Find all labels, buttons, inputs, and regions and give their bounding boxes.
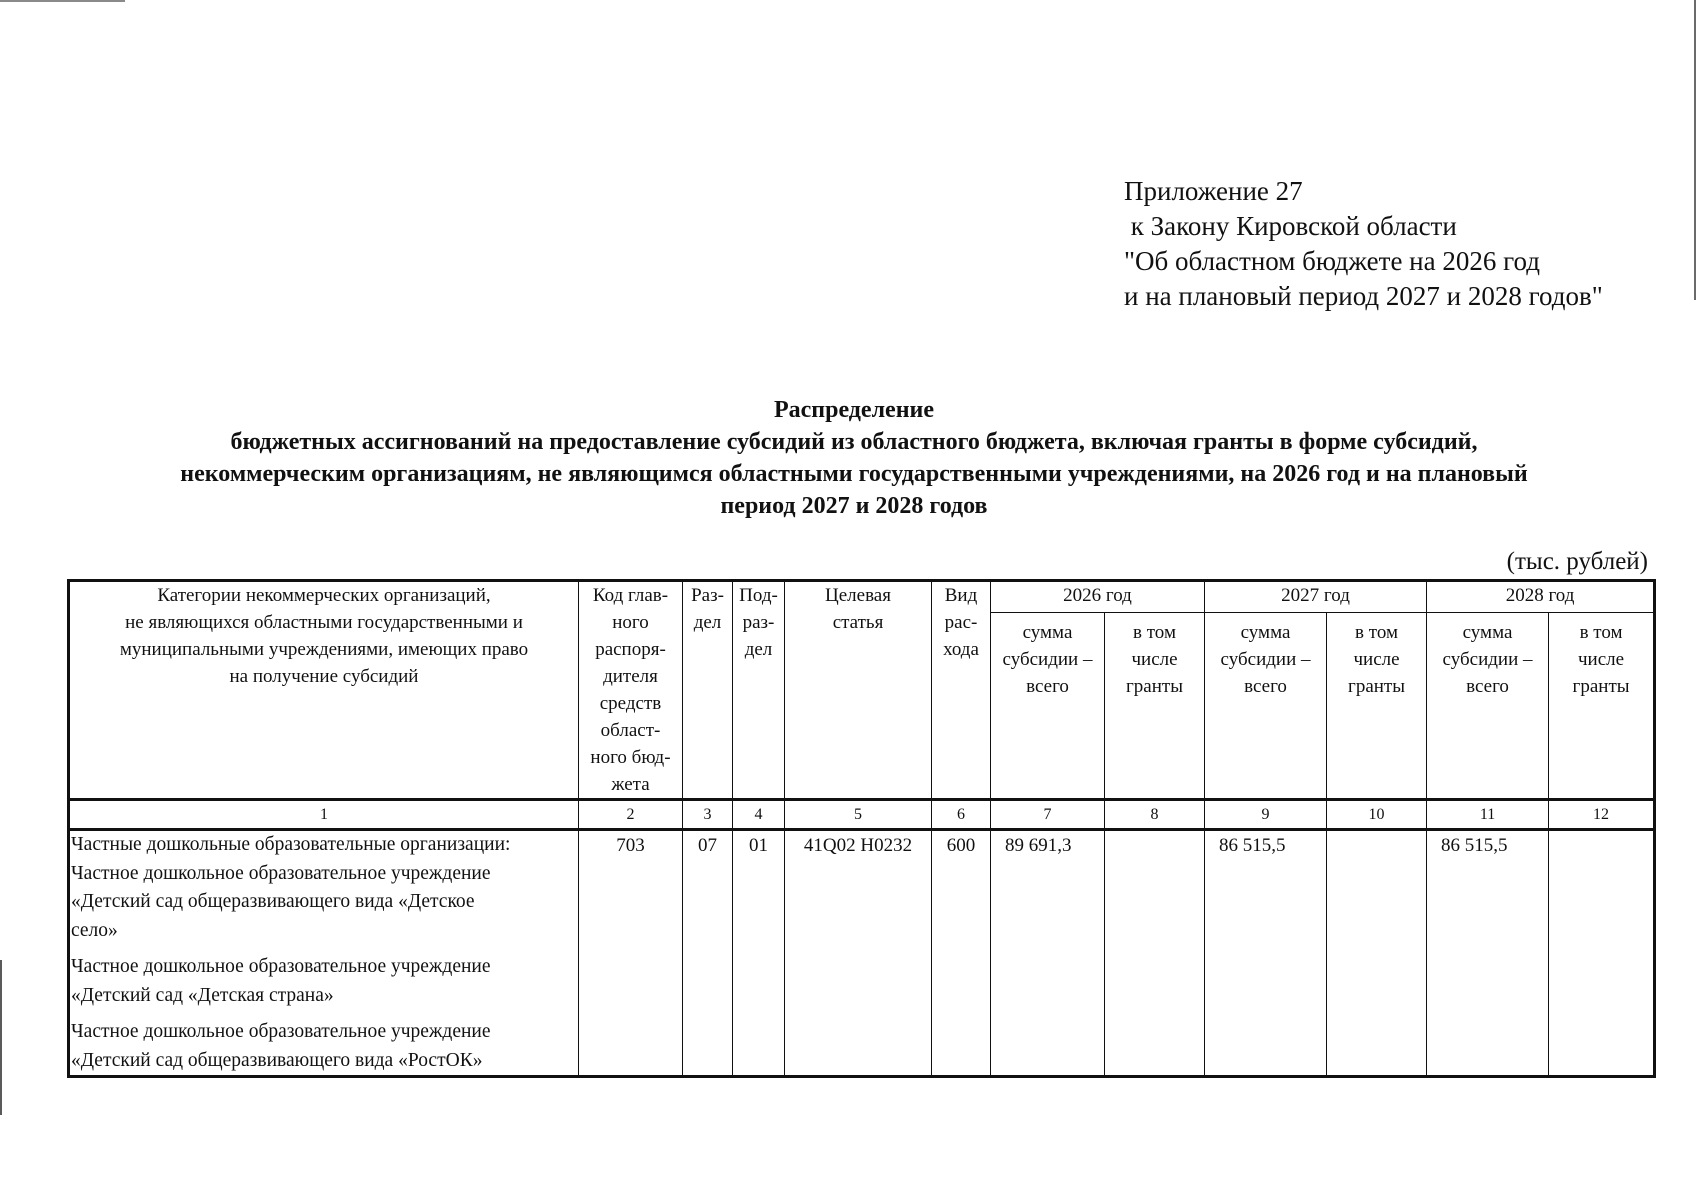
column-number-row <box>69 800 1655 830</box>
header-code-line: распоря- <box>595 639 666 660</box>
column-number: 2 <box>579 800 683 830</box>
appendix-law-title: "Об областном бюджете на 2026 год <box>1124 246 1540 276</box>
header-year-2026: 2026 год <box>991 581 1205 613</box>
appendix-header <box>1124 174 1603 314</box>
document-title <box>66 394 1642 522</box>
code-cell: 703 <box>579 830 683 1077</box>
header-year-2028: 2028 год <box>1427 581 1655 613</box>
column-number: 7 <box>991 800 1105 830</box>
header-category-line: не являющихся областными государственными и <box>125 612 523 633</box>
header-2026-sum <box>991 613 1105 800</box>
header-subsection-line: Под- <box>739 585 778 606</box>
header-expense-line: рас- <box>944 612 978 633</box>
header-subsection-line: раз- <box>742 612 775 633</box>
sum-2028-cell: 86 515,5 <box>1427 830 1549 1077</box>
scan-edge-top <box>0 0 125 2</box>
grants-2026-cell <box>1105 830 1205 1077</box>
header-code-line: средств <box>599 693 662 714</box>
category-group-label: Частные дошкольные образовательные организации: <box>71 834 511 855</box>
header-expense-type <box>932 581 991 800</box>
title-line-1: Распределение <box>773 397 935 423</box>
header-2027-sum <box>1205 613 1327 800</box>
header-row-1 <box>69 581 1655 613</box>
column-number: 4 <box>733 800 785 830</box>
header-grants-line: числе <box>1578 649 1625 671</box>
column-number: 12 <box>1549 800 1655 830</box>
header-code-line: Код глав- <box>592 585 669 606</box>
header-sum-line: всего <box>1026 676 1069 698</box>
column-number: 9 <box>1205 800 1327 830</box>
header-2027-grants <box>1327 613 1427 800</box>
header-code-line: ного <box>612 612 649 633</box>
column-number: 11 <box>1427 800 1549 830</box>
header-category-line: муниципальными учреждениями, имеющих право <box>119 639 529 660</box>
header-2028-sum <box>1427 613 1549 800</box>
organization-name-line: Частное дошкольное образовательное учреждение <box>71 956 491 977</box>
header-target-line: Целевая <box>825 585 891 606</box>
header-sum-line: сумма <box>1462 622 1513 644</box>
section-cell: 07 <box>683 830 733 1077</box>
header-grants-line: в том <box>1355 622 1398 644</box>
header-expense-line: Вид <box>944 585 978 606</box>
header-subsection <box>733 581 785 800</box>
header-grants-line: гранты <box>1348 676 1405 698</box>
header-2026-grants <box>1105 613 1205 800</box>
sum-2027-cell: 86 515,5 <box>1205 830 1327 1077</box>
organization-name-line: «Детский сад «Детская страна» <box>71 984 334 1006</box>
target-cell: 41Q02 Н0232 <box>785 830 932 1077</box>
header-category-line: на получение субсидий <box>229 666 419 687</box>
column-number: 1 <box>69 800 579 830</box>
header-sum-line: субсидии – <box>1002 649 1093 671</box>
header-code-line: ного бюд- <box>590 747 671 768</box>
column-number: 10 <box>1327 800 1427 830</box>
organization-name-line: Частное дошкольное образовательное учреждение <box>71 1021 491 1042</box>
header-grants-line: числе <box>1353 649 1400 671</box>
header-sum-line: субсидии – <box>1220 649 1311 671</box>
appendix-number: Приложение 27 <box>1124 176 1303 206</box>
header-code-line: област- <box>600 720 661 741</box>
subsection-cell: 01 <box>733 830 785 1077</box>
organization-name-line: Частное дошкольное образовательное учреждение <box>71 862 491 884</box>
grants-2028-cell <box>1549 830 1655 1077</box>
column-number: 3 <box>683 800 733 830</box>
units-note: (тыс. рублей) <box>1506 548 1648 575</box>
appendix-law: к Закону Кировской области <box>1124 211 1457 241</box>
header-section-line: дел <box>693 612 722 633</box>
organization-name-line: «Детский сад общеразвивающего вида «РостОК» <box>71 1049 483 1071</box>
header-sum-line: всего <box>1466 676 1509 698</box>
header-code-line: дителя <box>603 666 658 687</box>
organization-name-line: село» <box>71 919 118 941</box>
header-sum-line: всего <box>1244 676 1287 698</box>
header-sum-line: сумма <box>1022 622 1073 644</box>
spacer <box>71 1010 578 1018</box>
column-number: 6 <box>932 800 991 830</box>
header-target <box>785 581 932 800</box>
header-grants-line: гранты <box>1572 676 1630 698</box>
header-2028-grants <box>1549 613 1655 800</box>
grants-2027-cell <box>1327 830 1427 1077</box>
header-category <box>69 581 579 800</box>
expense-type-cell: 600 <box>932 830 991 1077</box>
header-subsection-line: дел <box>744 639 773 660</box>
title-line-2: бюджетных ассигнований на предоставление субсидий из областного бюджета, включая гранты в форме субсидий, <box>230 429 1478 455</box>
header-grants-line: в том <box>1579 622 1623 644</box>
header-grants-line: в том <box>1133 622 1176 644</box>
spacer <box>71 945 578 953</box>
header-sum-line: субсидии – <box>1442 649 1533 671</box>
header-grants-line: гранты <box>1126 676 1183 698</box>
title-line-4: период 2027 и 2028 годов <box>720 493 988 519</box>
header-expense-line: хода <box>943 639 979 660</box>
header-grants-line: числе <box>1131 649 1178 671</box>
table-row <box>69 830 1655 1077</box>
column-number: 5 <box>785 800 932 830</box>
scan-edge-left <box>0 960 2 1115</box>
appendix-law-period: и на плановый период 2027 и 2028 годов" <box>1124 281 1603 311</box>
header-category-line: Категории некоммерческих организаций, <box>157 585 491 606</box>
header-section <box>683 581 733 800</box>
header-year-2027: 2027 год <box>1205 581 1427 613</box>
category-cell <box>69 830 579 1077</box>
budget-table <box>67 579 1656 1078</box>
header-code-line: жета <box>611 774 650 795</box>
column-number: 8 <box>1105 800 1205 830</box>
header-target-line: статья <box>832 612 884 633</box>
sum-2026-cell: 89 691,3 <box>991 830 1105 1077</box>
header-sum-line: сумма <box>1240 622 1291 644</box>
header-section-line: Раз- <box>691 585 724 606</box>
title-line-3: некоммерческим организациям, не являющимся областными государственными учреждениями, на 2026 год и на плановый <box>180 461 1528 487</box>
header-code <box>579 581 683 800</box>
organization-name-line: «Детский сад общеразвивающего вида «Детское <box>71 891 475 912</box>
